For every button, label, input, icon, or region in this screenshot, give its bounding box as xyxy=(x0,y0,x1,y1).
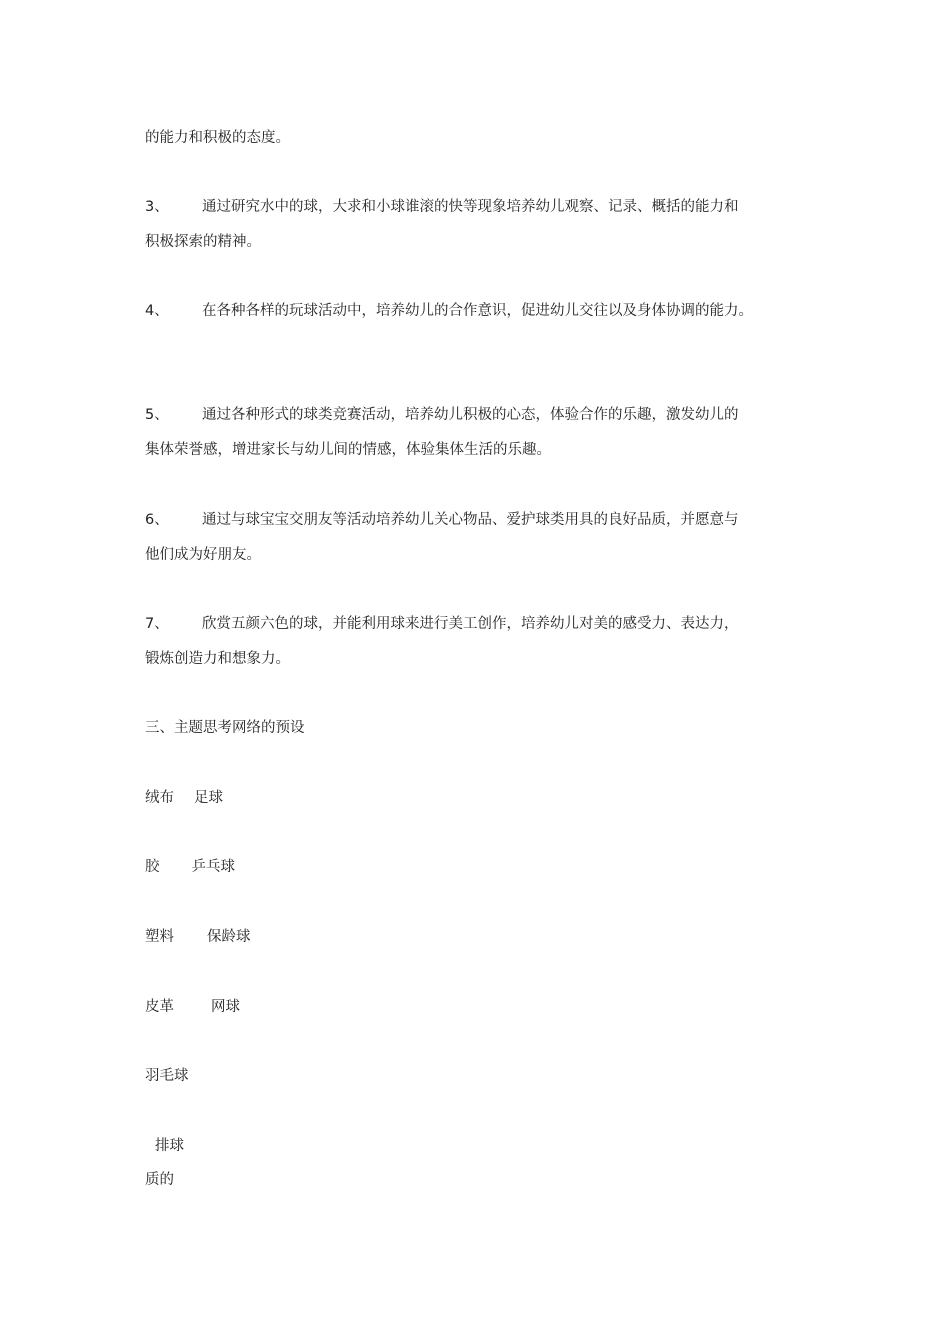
ball-label: 网球 xyxy=(211,999,240,1015)
item-number: 3、 xyxy=(145,199,169,215)
list-item-3 xyxy=(145,197,739,217)
item-text-line2: 他们成为好朋友。 xyxy=(145,547,261,563)
item-text-line2: 集体荣誉感，增进家长与幼儿间的情感，体验集体生活的乐趣。 xyxy=(145,442,551,458)
ball-label: 保龄球 xyxy=(207,929,251,945)
network-row xyxy=(145,788,223,808)
item-text-line1: 通过各种形式的球类竞赛活动，培养幼儿积极的心态，体验合作的乐趣，激发幼儿的 xyxy=(202,407,739,423)
item-text-line1: 通过研究水中的球，大求和小球谁滚的快等现象培养幼儿观察、记录、概括的能力和 xyxy=(202,199,739,215)
ball-label: 足球 xyxy=(194,790,223,806)
material-label: 羽毛球 xyxy=(145,1068,189,1084)
network-row xyxy=(145,857,235,877)
material-label: 绒布 xyxy=(145,790,174,806)
item-text-line1: 在各种各样的玩球活动中，培养幼儿的合作意识，促进幼儿交往以及身体协调的能力。 xyxy=(202,303,753,319)
list-item-5 xyxy=(145,405,739,425)
item-text-line1: 欣赏五颜六色的球，并能利用球来进行美工创作，培养幼儿对美的感受力、表达力， xyxy=(202,616,739,632)
list-item-4 xyxy=(145,301,753,321)
extra-material-label: 质的 xyxy=(145,1172,174,1188)
item-number: 6、 xyxy=(145,512,169,528)
extra-ball-label: 排球 xyxy=(155,1138,184,1154)
item-number: 4、 xyxy=(145,303,169,319)
item-text-line1: 通过与球宝宝交朋友等活动培养幼儿关心物品、爱护球类用具的良好品质，并愿意与 xyxy=(202,512,739,528)
section-heading: 三、主题思考网络的预设 xyxy=(145,720,305,736)
item-text-line2: 积极探索的精神。 xyxy=(145,234,261,250)
network-row xyxy=(145,997,240,1017)
item-text-line2: 锻炼创造力和想象力。 xyxy=(145,651,290,667)
ball-label: 乒乓球 xyxy=(191,859,235,875)
item-number: 7、 xyxy=(145,616,169,632)
network-row xyxy=(145,1066,189,1086)
intro-tail-text: 的能力和积极的态度。 xyxy=(145,130,290,146)
network-row xyxy=(145,927,251,947)
list-item-6 xyxy=(145,510,739,530)
material-label: 胶 xyxy=(145,859,160,875)
material-label: 皮革 xyxy=(145,999,174,1015)
list-item-7 xyxy=(145,614,739,634)
item-number: 5、 xyxy=(145,407,169,423)
material-label: 塑料 xyxy=(145,929,174,945)
